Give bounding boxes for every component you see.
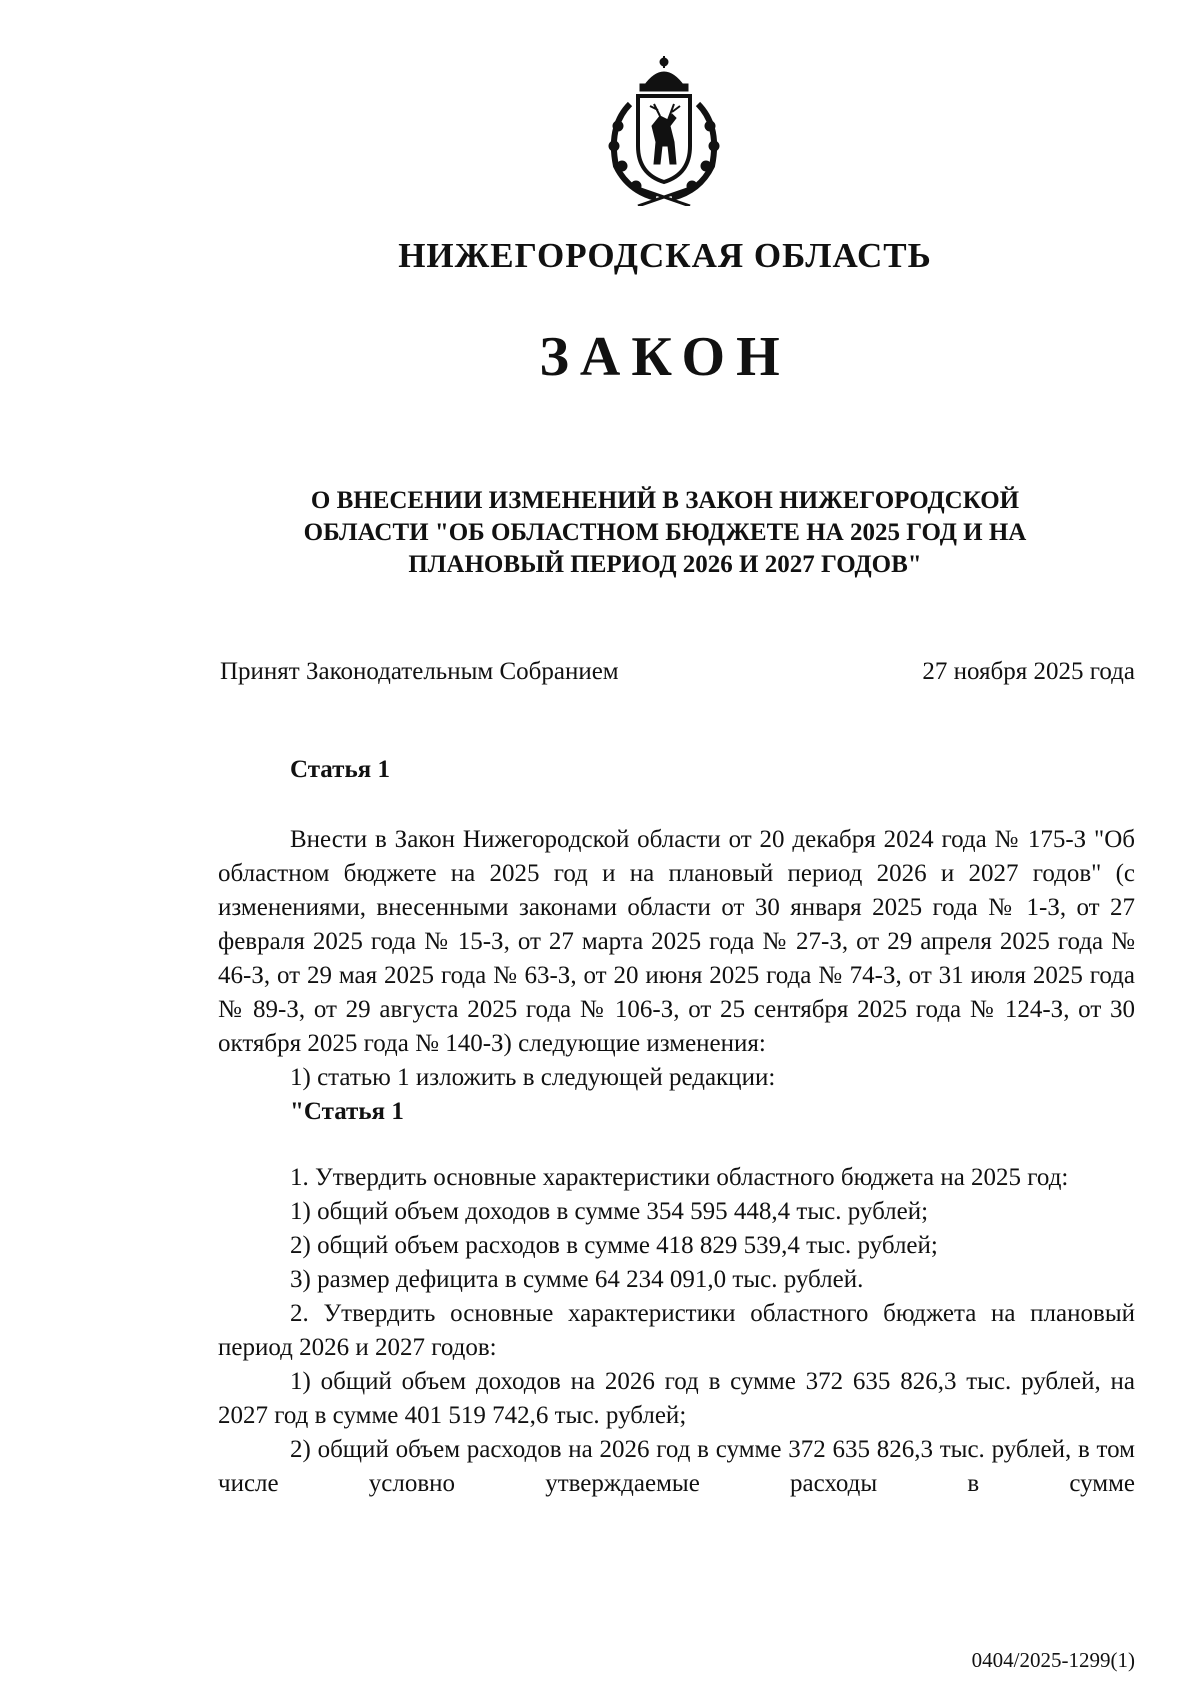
item: 3) размер дефицита в сумме 64 234 091,0 тыс. рублей. [290,1266,864,1293]
item: 1) общий объем доходов на 2026 год в сумме 372 635 826,3 тыс. рублей, на 2027 год в сумме 401 519 742,6 тыс. рублей; [218,1368,1135,1429]
adoption-line [220,658,1135,690]
spacer [218,1129,1135,1161]
law-title-line: ПЛАНОВЫЙ ПЕРИОД 2026 И 2027 ГОДОВ" [408,551,922,578]
document-type: ЗАКОН [539,326,791,388]
coat-of-arms-icon [598,56,730,206]
law-title-line: ОБЛАСТИ "ОБ ОБЛАСТНОМ БЮДЖЕТЕ НА 2025 ГОД И НА [303,519,1027,546]
item: 1. Утвердить основные характеристики областного бюджета на 2025 год: [290,1164,1069,1191]
adopted-by: Принят Законодательным Собранием [220,658,619,685]
region-name: НИЖЕГОРОДСКАЯ ОБЛАСТЬ [398,236,932,275]
adoption-date: 27 ноября 2025 года [922,658,1135,685]
item: 2) общий объем расходов на 2026 год в сумме 372 635 826,3 тыс. рублей, в том числе условно утверждаемые расходы в сумме [218,1436,1135,1497]
document-number: 0404/2025-1299(1) [971,1648,1135,1672]
article-heading: Статья 1 [290,756,390,783]
item: 1) общий объем доходов в сумме 354 595 448,4 тыс. рублей; [290,1198,929,1225]
law-title-line: О ВНЕСЕНИИ ИЗМЕНЕНИЙ В ЗАКОН НИЖЕГОРОДСКОЙ [310,487,1020,514]
paragraph: Внести в Закон Нижегородской области от 20 декабря 2024 года № 175-З "Об областном бюджете на 2025 год и на плановый период 2026 и 2027 годов" (с изменениями, внесенными законами области от 30 января 2025 года № 1-З, от 27 февраля 2025 года № 15-З, от 27 марта 2025 года № 27-З, от 29 апреля 2025 года № 46-З, от 29 мая 2025 года № 63-З, от 20 июня 2025 года № 74-З, от 31 июля 2025 года № 89-З, от 29 августа 2025 года № 106-З, от 25 сентября 2025 года № 124-З, от 30 октября 2025 года № 140-З) следующие изменения: [218,826,1135,1057]
law-title [270,485,1060,581]
quoted-article-heading: "Статья 1 [290,1098,404,1125]
item: 2) общий объем расходов в сумме 418 829 539,4 тыс. рублей; [290,1232,938,1259]
item: 2. Утвердить основные характеристики областного бюджета на плановый период 2026 и 2027 годов: [218,1300,1135,1361]
paragraph: 1) статью 1 изложить в следующей редакции: [290,1064,776,1091]
article-body [218,823,1135,1501]
